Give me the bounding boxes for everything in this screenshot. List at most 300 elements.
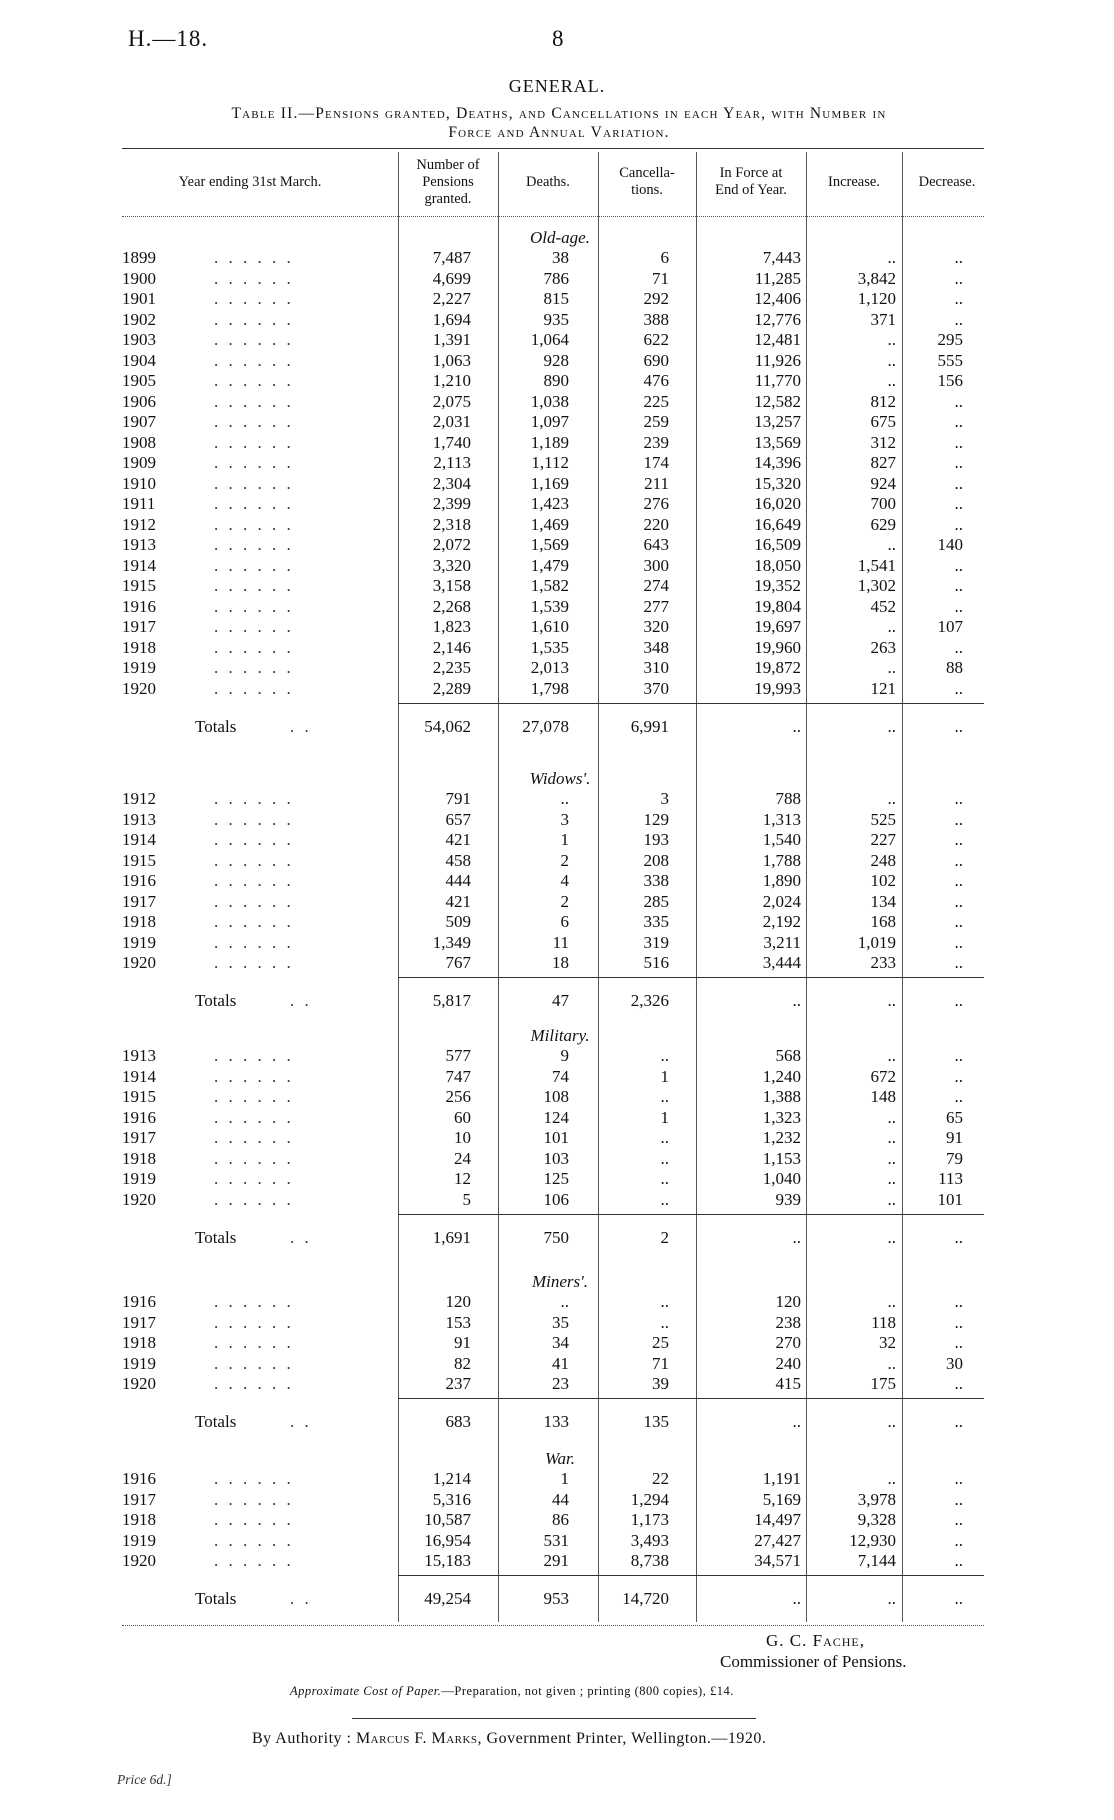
pensions-granted-cell: 16,954 <box>424 1530 471 1550</box>
pensions-granted-cell: 2,146 <box>432 637 471 657</box>
leader-dots: . . . . . . <box>214 371 294 390</box>
pensions-granted-cell: 747 <box>445 1066 471 1086</box>
pensions-granted-cell: 2,399 <box>432 494 471 513</box>
cancellations-cell: 388 <box>643 309 669 329</box>
increase-cell: 7,144 <box>857 1551 896 1570</box>
pensions-granted-cell: 12 <box>454 1169 471 1188</box>
pensions-granted-cell: 2,304 <box>432 473 471 493</box>
year-cell: 1918 <box>122 1510 156 1529</box>
increase-cell: 371 <box>870 309 896 329</box>
table-row <box>0 576 1114 597</box>
year-cell: 1919 <box>122 1169 156 1188</box>
pensions-granted-cell: 120 <box>445 1292 471 1311</box>
deaths-cell: 124 <box>543 1107 569 1127</box>
table-row <box>0 1169 1114 1190</box>
year-cell: 1900 <box>122 268 156 288</box>
table-row <box>0 433 1114 454</box>
increase-cell: .. <box>887 789 896 808</box>
totals-label: Totals <box>195 991 237 1010</box>
total-decrease-cell: .. <box>954 716 963 736</box>
header-decrease-label: Decrease. <box>918 174 976 190</box>
cancellations-cell: 208 <box>643 850 669 870</box>
pensions-granted-cell: 421 <box>445 891 471 911</box>
deaths-cell: 1,610 <box>530 617 569 636</box>
deaths-cell: 1,189 <box>530 432 569 452</box>
pensions-granted-cell: 10,587 <box>424 1510 471 1529</box>
deaths-cell: 1,535 <box>530 637 569 657</box>
header-in-force-line-1: In Force at <box>719 165 783 181</box>
deaths-cell: 11 <box>552 932 569 952</box>
deaths-cell: 1 <box>560 1469 569 1488</box>
in-force-cell: 27,427 <box>754 1530 801 1550</box>
increase-cell: .. <box>887 1469 896 1488</box>
pensions-granted-cell: 2,318 <box>432 514 471 534</box>
decrease-cell: .. <box>954 789 963 808</box>
year-cell: 1914 <box>122 1066 156 1086</box>
total-in-force-cell: .. <box>792 1227 801 1247</box>
table-row <box>0 1046 1114 1067</box>
totals-label: Totals <box>195 716 237 736</box>
leader-dots: . . . . . . <box>214 1530 294 1550</box>
deaths-cell: 23 <box>552 1374 569 1393</box>
leader-dots: . . . . . . <box>214 1510 294 1529</box>
in-force-cell: 568 <box>775 1046 801 1065</box>
cancellations-cell: 292 <box>643 289 669 308</box>
pensions-granted-cell: 458 <box>445 850 471 870</box>
header-deaths-label: Deaths. <box>526 174 570 190</box>
table-row <box>0 351 1114 372</box>
cancellations-cell: 1,173 <box>630 1510 669 1529</box>
total-increase-cell: .. <box>887 1227 896 1247</box>
cancellations-cell: 25 <box>652 1333 669 1352</box>
signature-title: Commissioner of Pensions. <box>720 1652 907 1671</box>
decrease-cell: .. <box>954 268 963 288</box>
header-in-force <box>696 165 806 199</box>
table-row <box>0 1108 1114 1129</box>
in-force-cell: 3,444 <box>762 953 801 972</box>
increase-cell: 233 <box>870 953 896 972</box>
totals-rule <box>398 1214 984 1215</box>
cancellations-cell: .. <box>660 1312 669 1332</box>
in-force-cell: 2,192 <box>762 912 801 931</box>
increase-cell: 168 <box>870 912 896 931</box>
deaths-cell: 531 <box>543 1530 569 1550</box>
year-cell: 1919 <box>122 1353 156 1373</box>
year-cell: 1913 <box>122 535 156 554</box>
increase-cell: .. <box>887 1189 896 1209</box>
table-row <box>0 597 1114 618</box>
pensions-granted-cell: 2,289 <box>432 678 471 698</box>
year-cell: 1903 <box>122 330 156 349</box>
table-row <box>0 535 1114 556</box>
cancellations-cell: 690 <box>643 350 669 370</box>
increase-cell: .. <box>887 248 896 267</box>
pensions-granted-cell: 60 <box>454 1107 471 1127</box>
increase-cell: 263 <box>870 637 896 657</box>
increase-cell: 1,120 <box>857 289 896 308</box>
authority-suffix: , Government Printer, Wellington.—1920. <box>477 1730 767 1747</box>
table-bottom-rule <box>122 1625 984 1626</box>
in-force-cell: 12,582 <box>754 391 801 411</box>
decrease-cell: .. <box>954 412 963 431</box>
header-year <box>140 174 360 191</box>
leader-dots: . . . . . . <box>214 678 294 698</box>
table-row <box>0 289 1114 310</box>
increase-cell: 1,019 <box>857 932 896 952</box>
in-force-cell: 19,960 <box>754 637 801 657</box>
increase-cell: 9,328 <box>857 1510 896 1529</box>
decrease-cell: .. <box>954 932 963 952</box>
cancellations-cell: 129 <box>643 809 669 829</box>
pensions-granted-cell: 1,740 <box>432 432 471 452</box>
cancellations-cell: .. <box>660 1087 669 1106</box>
table-row <box>0 810 1114 831</box>
leader-dots: . . . . . . <box>214 330 294 349</box>
cancellations-cell: 338 <box>643 871 669 890</box>
table-row <box>0 617 1114 638</box>
deaths-cell: 1,169 <box>530 473 569 493</box>
in-force-cell: 16,020 <box>754 494 801 513</box>
increase-cell: 175 <box>870 1374 896 1393</box>
pensions-granted-cell: 256 <box>445 1087 471 1106</box>
total-increase-cell: .. <box>887 991 896 1010</box>
total-pensions-granted-cell: 5,817 <box>432 991 471 1010</box>
table-row <box>0 1128 1114 1149</box>
deaths-cell: 101 <box>543 1128 569 1147</box>
total-in-force-cell: .. <box>792 991 801 1010</box>
cancellations-cell: 220 <box>643 514 669 534</box>
total-increase-cell: .. <box>887 716 896 736</box>
cancellations-cell: 370 <box>643 678 669 698</box>
table-row <box>0 658 1114 679</box>
decrease-cell: .. <box>954 912 963 931</box>
year-cell: 1907 <box>122 412 156 431</box>
year-cell: 1904 <box>122 350 156 370</box>
deaths-cell: 815 <box>543 289 569 308</box>
decrease-cell: .. <box>954 871 963 890</box>
total-cancellations-cell: 2,326 <box>630 991 669 1010</box>
pensions-granted-cell: 2,031 <box>432 412 471 431</box>
in-force-cell: 11,926 <box>754 350 801 370</box>
increase-cell: 1,541 <box>857 555 896 575</box>
table-row <box>0 892 1114 913</box>
deaths-cell: 4 <box>560 871 569 890</box>
cancellations-cell: 335 <box>643 912 669 931</box>
total-pensions-granted-cell: 49,254 <box>424 1589 471 1608</box>
decrease-cell: .. <box>954 1510 963 1529</box>
increase-cell: 121 <box>870 678 896 698</box>
decrease-cell: .. <box>954 891 963 911</box>
deaths-cell: 1,038 <box>530 391 569 411</box>
leader-dots: . . . . . . <box>214 1292 294 1311</box>
leader-dots: . . . . . . <box>214 1353 294 1373</box>
deaths-cell: 786 <box>543 268 569 288</box>
year-cell: 1918 <box>122 1148 156 1168</box>
deaths-cell: 2,013 <box>530 658 569 677</box>
in-force-cell: 19,352 <box>754 576 801 595</box>
total-increase-cell: .. <box>887 1589 896 1608</box>
pensions-granted-cell: 2,075 <box>432 391 471 411</box>
in-force-cell: 1,313 <box>762 809 801 829</box>
total-cancellations-cell: 2 <box>660 1227 669 1247</box>
decrease-cell: .. <box>954 1046 963 1065</box>
in-force-cell: 11,770 <box>754 371 801 390</box>
in-force-cell: 1,388 <box>762 1087 801 1106</box>
increase-cell: 812 <box>870 391 896 411</box>
cancellations-cell: .. <box>660 1128 669 1147</box>
pensions-granted-cell: 237 <box>445 1374 471 1393</box>
table-row <box>0 1313 1114 1334</box>
cancellations-cell: .. <box>660 1292 669 1311</box>
authority-prefix: By Authority : <box>252 1730 356 1747</box>
deaths-cell: .. <box>560 1292 569 1311</box>
leader-dots: . . . . . . <box>214 1469 294 1488</box>
leader-dots: . . . . . . <box>214 891 294 911</box>
cancellations-cell: 274 <box>643 576 669 595</box>
total-pensions-granted-cell: 1,691 <box>432 1227 471 1247</box>
increase-cell: 827 <box>870 453 896 472</box>
table-row <box>0 638 1114 659</box>
increase-cell: .. <box>887 1128 896 1147</box>
deaths-cell: 2 <box>560 891 569 911</box>
leader-dots: . . . . . . <box>214 494 294 513</box>
cancellations-cell: .. <box>660 1189 669 1209</box>
decrease-cell: .. <box>954 473 963 493</box>
in-force-cell: 788 <box>775 789 801 808</box>
decrease-cell: .. <box>954 1469 963 1488</box>
pensions-granted-cell: 509 <box>445 912 471 931</box>
deaths-cell: 103 <box>543 1148 569 1168</box>
decrease-cell: 107 <box>937 617 963 636</box>
increase-cell: 629 <box>870 514 896 534</box>
deaths-cell: 9 <box>560 1046 569 1065</box>
year-cell: 1918 <box>122 1333 156 1352</box>
in-force-cell: 1,191 <box>762 1469 801 1488</box>
leader-dots: . . . . . . <box>214 309 294 329</box>
cancellations-cell: 1,294 <box>630 1489 669 1509</box>
leader-dots: . . . . . . <box>214 1107 294 1127</box>
year-cell: 1918 <box>122 637 156 657</box>
cancellations-cell: 310 <box>643 658 669 677</box>
leader-dots: . . . . . . <box>214 1169 294 1188</box>
header-increase <box>806 174 902 191</box>
header-granted-line-2: Pensions <box>422 174 474 190</box>
decrease-cell: .. <box>954 309 963 329</box>
table-row <box>0 933 1114 954</box>
decrease-cell: .. <box>954 1066 963 1086</box>
decrease-cell: .. <box>954 248 963 267</box>
leader-dots: . . . . . . <box>214 850 294 870</box>
table-row <box>0 789 1114 810</box>
in-force-cell: 34,571 <box>754 1551 801 1570</box>
increase-cell: 3,978 <box>857 1489 896 1509</box>
increase-cell: .. <box>887 617 896 636</box>
table-row <box>0 269 1114 290</box>
pensions-granted-cell: 1,823 <box>432 617 471 636</box>
total-deaths-cell: 47 <box>552 991 569 1010</box>
cancellations-cell: 71 <box>652 1353 669 1373</box>
year-cell: 1916 <box>122 596 156 616</box>
totals-row <box>0 1589 1114 1610</box>
decrease-cell: .. <box>954 1530 963 1550</box>
leader-dots: . . . . . . <box>214 1148 294 1168</box>
leader-dots: . . . . . . <box>214 596 294 616</box>
pensions-granted-cell: 3,320 <box>432 555 471 575</box>
table-row <box>0 912 1114 933</box>
year-cell: 1901 <box>122 289 156 308</box>
deaths-cell: 38 <box>552 248 569 267</box>
increase-cell: .. <box>887 1148 896 1168</box>
group-title: Widows'. <box>529 769 591 788</box>
decrease-cell: .. <box>954 494 963 513</box>
header-year-label: Year ending 31st March. <box>178 174 322 190</box>
decrease-cell: .. <box>954 850 963 870</box>
caption-line-1: Table II.—Pensions granted, Deaths, and Cancellations in each Year, with Number in <box>231 105 887 122</box>
leader-dots: . . <box>290 991 312 1010</box>
year-cell: 1918 <box>122 912 156 931</box>
cancellations-cell: 239 <box>643 432 669 452</box>
pensions-granted-cell: 91 <box>454 1333 471 1352</box>
group-title: Old-age. <box>530 228 590 247</box>
cancellations-cell: 622 <box>643 330 669 349</box>
year-cell: 1919 <box>122 658 156 677</box>
decrease-cell: .. <box>954 1489 963 1509</box>
total-deaths-cell: 953 <box>543 1589 569 1608</box>
in-force-cell: 240 <box>775 1353 801 1373</box>
leader-dots: . . . . . . <box>214 412 294 431</box>
leader-dots: . . . . . . <box>214 912 294 931</box>
in-force-cell: 12,481 <box>754 330 801 349</box>
decrease-cell: 113 <box>938 1169 963 1188</box>
pensions-granted-cell: 2,072 <box>432 535 471 554</box>
in-force-cell: 11,285 <box>754 268 801 288</box>
deaths-cell: 890 <box>543 371 569 390</box>
pensions-granted-cell: 2,227 <box>432 289 471 308</box>
deaths-cell: 18 <box>552 953 569 972</box>
increase-cell: 118 <box>871 1312 896 1332</box>
leader-dots: . . . . . . <box>214 658 294 677</box>
table-row <box>0 1510 1114 1531</box>
leader-dots: . . . . . . <box>214 350 294 370</box>
increase-cell: .. <box>887 1292 896 1311</box>
leader-dots: . . . . . . <box>214 268 294 288</box>
deaths-cell: 74 <box>552 1066 569 1086</box>
decrease-cell: 30 <box>946 1353 963 1373</box>
total-cancellations-cell: 135 <box>643 1412 669 1431</box>
table-row <box>0 494 1114 515</box>
in-force-cell: 1,040 <box>762 1169 801 1188</box>
deaths-cell: 35 <box>552 1312 569 1332</box>
in-force-cell: 939 <box>775 1189 801 1209</box>
printer-name: Marcus F. Marks <box>355 1730 478 1747</box>
in-force-cell: 1,323 <box>762 1107 801 1127</box>
in-force-cell: 1,788 <box>762 850 801 870</box>
in-force-cell: 16,509 <box>754 535 801 554</box>
total-deaths-cell: 133 <box>543 1412 569 1431</box>
cancellations-cell: 476 <box>643 371 669 390</box>
year-cell: 1920 <box>122 953 156 972</box>
table-row <box>0 1354 1114 1375</box>
total-pensions-granted-cell: 54,062 <box>424 716 471 736</box>
cancellations-cell: 320 <box>643 617 669 636</box>
decrease-cell: .. <box>954 391 963 411</box>
year-cell: 1916 <box>122 1292 156 1311</box>
table-row <box>0 310 1114 331</box>
pensions-granted-cell: 5 <box>462 1189 471 1209</box>
leader-dots: . . . . . . <box>214 1128 294 1147</box>
cancellations-cell: 277 <box>643 596 669 616</box>
pensions-granted-cell: 82 <box>454 1353 471 1373</box>
increase-cell: 1,302 <box>857 576 896 595</box>
total-decrease-cell: .. <box>954 1589 963 1608</box>
in-force-cell: 238 <box>775 1312 801 1332</box>
table-row <box>0 1469 1114 1490</box>
leader-dots: . . . . . . <box>214 391 294 411</box>
price-note: Price 6d.] <box>117 1772 172 1787</box>
totals-rule <box>398 977 984 978</box>
decrease-cell: .. <box>954 1312 963 1332</box>
year-cell: 1920 <box>122 1551 156 1570</box>
table-row <box>0 515 1114 536</box>
increase-cell: 248 <box>870 850 896 870</box>
decrease-cell: .. <box>954 1333 963 1352</box>
header-top-rule <box>122 148 984 149</box>
in-force-cell: 13,569 <box>754 432 801 452</box>
deaths-cell: 3 <box>560 809 569 829</box>
table-row <box>0 1490 1114 1511</box>
leader-dots: . . . . . . <box>214 1189 294 1209</box>
table-row <box>0 1374 1114 1395</box>
table-row <box>0 556 1114 577</box>
pensions-granted-cell: 1,214 <box>432 1469 471 1488</box>
table-row <box>0 330 1114 351</box>
decrease-cell: .. <box>954 514 963 534</box>
in-force-cell: 19,993 <box>754 678 801 698</box>
increase-cell: 102 <box>870 871 896 890</box>
deaths-cell: 1,064 <box>530 330 569 349</box>
increase-cell: .. <box>887 1107 896 1127</box>
increase-cell: .. <box>887 350 896 370</box>
leader-dots: . . . . . . <box>214 871 294 890</box>
increase-cell: 452 <box>870 596 896 616</box>
cancellations-cell: 1 <box>660 1066 669 1086</box>
totals-rule <box>398 703 984 704</box>
totals-row <box>0 1228 1114 1249</box>
table-row <box>0 851 1114 872</box>
in-force-cell: 1,890 <box>762 871 801 890</box>
increase-cell: .. <box>887 535 896 554</box>
deaths-cell: 1,539 <box>530 596 569 616</box>
authority-line <box>252 1730 766 1748</box>
year-cell: 1916 <box>122 1107 156 1127</box>
in-force-cell: 3,211 <box>763 932 801 952</box>
pensions-granted-cell: 2,113 <box>433 453 471 472</box>
leader-dots: . . . . . . <box>214 809 294 829</box>
increase-cell: 3,842 <box>857 268 896 288</box>
leader-dots: . . . . . . <box>214 453 294 472</box>
year-cell: 1915 <box>122 576 156 595</box>
cancellations-cell: 71 <box>652 268 669 288</box>
leader-dots: . . . . . . <box>214 514 294 534</box>
decrease-cell: .. <box>954 637 963 657</box>
header-granted-line-1: Number of <box>416 157 480 173</box>
deaths-cell: 125 <box>543 1169 569 1188</box>
cancellations-cell: 300 <box>643 555 669 575</box>
pensions-granted-cell: 15,183 <box>424 1551 471 1570</box>
cancellations-cell: .. <box>660 1046 669 1065</box>
cancellations-cell: 3,493 <box>630 1530 669 1550</box>
deaths-cell: 6 <box>560 912 569 931</box>
